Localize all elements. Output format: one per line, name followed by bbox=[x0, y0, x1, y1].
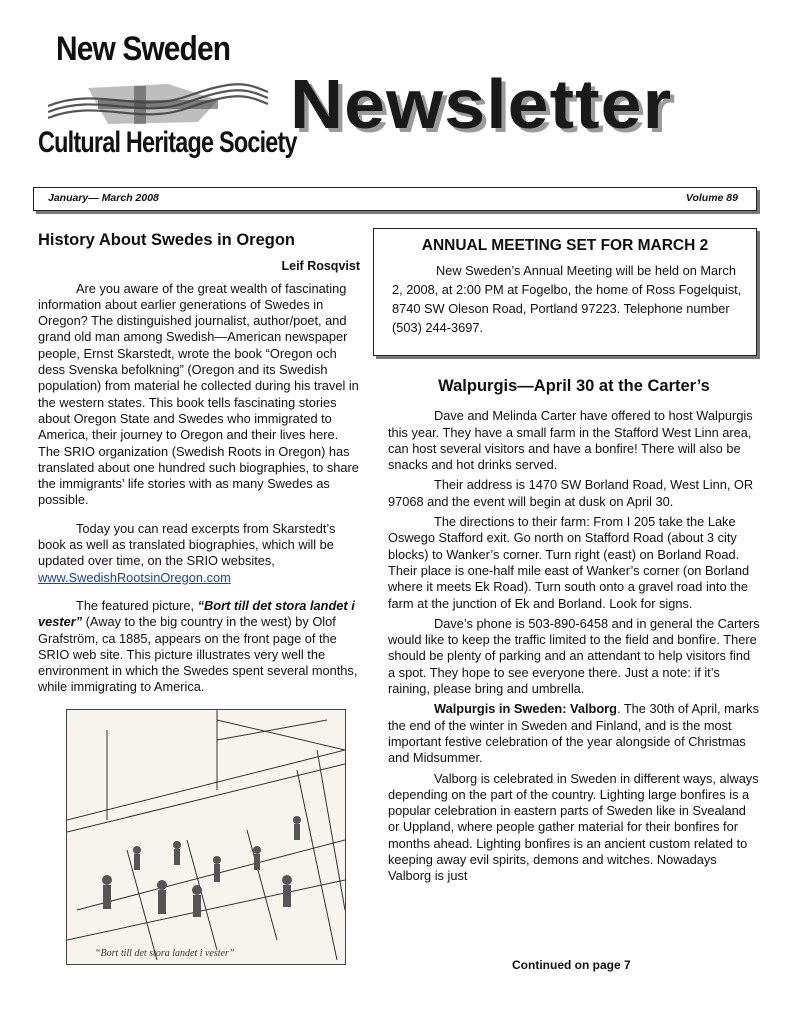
society-logo bbox=[38, 26, 297, 176]
article-paragraph: Dave and Melinda Carter have offered to host Walpurgis this year. They have a small farm in the Stafford West Linn area, can host several visitors and have a bonfire! There will also be snacks and hot drinks served. bbox=[388, 408, 753, 473]
article-paragraph: Dave’s phone is 503-890-6458 and in general the Carters would like to keep the traffic limited to the field and bonfire. There should be plenty of parking and an attendant to help visitors find a spot. They hope to see everyone there. Just a note: if it’s raining, please bring and umbrella. bbox=[388, 615, 760, 697]
sketch-caption: “Bort till det stora landet i vester” bbox=[95, 948, 235, 959]
article-paragraph: The featured picture, “Bort till det stora landet i vester” (Away to the big country in the west) by Olof Grafström, ca 1885, appears on the front page of the SRIO web site. This picture illustrates very well the environment in which the Swedes spent several months, while immigrating to America. bbox=[38, 597, 358, 695]
article-paragraph: The directions to their farm: From I 205 take the Lake Oswego Stafford exit. Go north on Stafford Road (about 3 city blocks) to Wanker’s corner. Turn right (east) on Borland Road. Their place is one-half mile east of Wanker’s corner (on Borland where it meets Ek Road). Turn south onto a gravel road into the farm at the junction of Ek and Borland. Look for signs. bbox=[388, 514, 750, 611]
article-author: Leif Rosqvist bbox=[281, 259, 360, 274]
emigrant-ship-sketch bbox=[66, 709, 346, 965]
issue-volume: Volume 89 bbox=[685, 192, 738, 204]
valborg-subheading: Walpurgis in Sweden: Valborg bbox=[434, 701, 617, 717]
srio-website-link[interactable]: www.SwedishRootsinOregon.com bbox=[38, 569, 231, 585]
flag-graphic-icon bbox=[48, 82, 268, 126]
article-paragraph: Valborg is celebrated in Sweden in different ways, always depending on the part of the country. Lighting large bonfires is a popular celebration in eastern parts of Sweden like in Svealand or Uppland, where people gather material for their bonfires for months ahead. Lighting bonfires is an ancient custom related to keeping away evil spirits, demons and witches. Nowadays Valborg is just bbox=[388, 770, 759, 884]
sketch-drawing bbox=[67, 710, 345, 964]
left-column bbox=[38, 232, 360, 696]
annual-meeting-box bbox=[373, 228, 757, 356]
logo-line-1: New Sweden bbox=[56, 30, 231, 68]
continued-notice[interactable]: Continued on page 7 bbox=[512, 958, 631, 972]
picture-title: “Bort till det stora landet i vester” bbox=[38, 597, 355, 630]
logo-line-2: Cultural Heritage Society bbox=[38, 126, 297, 159]
annual-meeting-body: New Sweden’s Annual Meeting will be held on March 2, 2008, at 2:00 PM at Fogelbo, the home of Ross Fogelquist, 8740 SW Oleson Road, Portland 97223. Telephone number (503) 244-3697. bbox=[392, 263, 742, 335]
article-paragraph: Are you aware of the great wealth of fascinating information about earlier generations of Swedes in Oregon? The distinguished journalist, author/poet, and grand old man among Swedish—American newspaper people, Ernst Skarstedt, wrote the book “Oregon och dess Svenska befolkning” (Oregon and its Swedish population) from material he collected during his travel in the western states. This book tells fascinating stories about Oregon State and Swedes who immigrated to America, their journey to Oregon and their lives here. The SRIO organization (Swedish Roots in Oregon) has translated about one hundred such biographies, to share the immigrants’ life stories with as many Swedes as possible. bbox=[38, 280, 359, 508]
newsletter-title: Newsletter bbox=[290, 65, 673, 143]
article-paragraph: Their address is 1470 SW Borland Road, West Linn, OR 97068 and the event will begin at dusk on April 30. bbox=[388, 477, 754, 509]
issue-date-bar bbox=[33, 187, 757, 211]
walpurgis-article bbox=[388, 378, 760, 885]
article-paragraph: Walpurgis in Sweden: Valborg. The 30th of April, marks the end of the winter in Sweden and Finland, and is the most important festive celebration of the year alongside of Christmas and Midsummer. bbox=[388, 701, 759, 766]
article-title-walpurgis: Walpurgis—April 30 at the Carter’s bbox=[438, 377, 710, 395]
annual-meeting-title: ANNUAL MEETING SET FOR MARCH 2 bbox=[421, 237, 709, 254]
article-title-history: History About Swedes in Oregon bbox=[38, 231, 295, 249]
article-paragraph: Today you can read excerpts from Skarstedt’s book as well as translated biographies, which will be updated over time, on the SRIO websites, www.SwedishRootsinOregon.com bbox=[38, 520, 336, 585]
issue-date: January— March 2008 bbox=[48, 192, 159, 204]
